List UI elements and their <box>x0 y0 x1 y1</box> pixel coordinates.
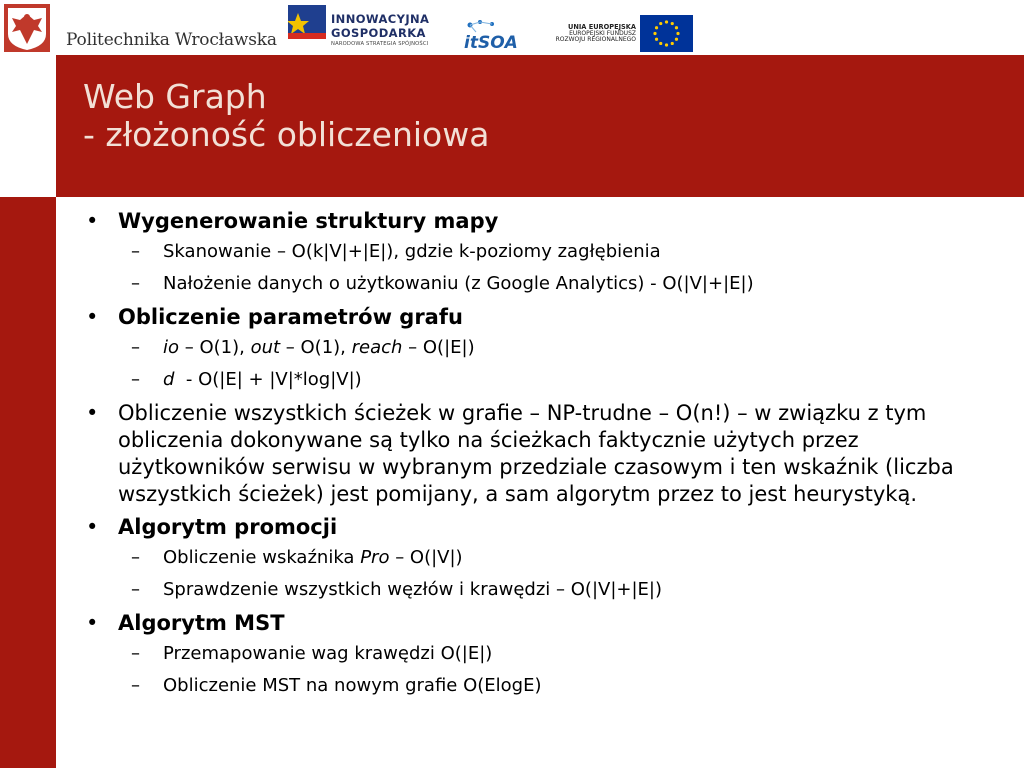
sub-bullet-dash: – <box>131 337 140 358</box>
innovation-star-logo-icon <box>288 5 326 51</box>
sub-bullet-dash: – <box>131 579 140 600</box>
sub-bullet-pro-indicator <box>0 546 1024 570</box>
eu-star-icon <box>676 32 679 35</box>
eu-flag-icon <box>640 15 693 52</box>
sub-bullet-text: Sprawdzenie wszystkich węzłów i krawędzi – O(|V|+|E|) <box>163 579 662 600</box>
sub-bullet-dash: – <box>131 643 140 664</box>
pro-complexity: – O(|V|) <box>389 547 463 568</box>
io-complexity: – O(1), <box>179 337 251 358</box>
slide-title <box>83 78 489 154</box>
term-pro: Pro <box>360 547 390 568</box>
bullet-dot: • <box>86 515 99 539</box>
sub-bullet-text <box>163 368 1024 392</box>
sub-bullet-check-nodes-edges <box>0 578 1024 602</box>
eu-star-icon <box>665 20 668 23</box>
innovation-logo-line2: GOSPODARKA <box>331 25 426 40</box>
bullet-dot: • <box>86 401 99 425</box>
sub-bullet-usage-data <box>0 272 1024 296</box>
bullet-mst-algorithm <box>0 610 1024 637</box>
sub-bullet-dash: – <box>131 675 140 696</box>
itsoa-logo-icon <box>462 18 538 52</box>
sub-bullet-text <box>163 336 1024 360</box>
innovation-logo-text <box>331 14 451 47</box>
eu-star-icon <box>655 38 658 41</box>
eu-star-icon <box>659 22 662 25</box>
eu-star-icon <box>659 42 662 45</box>
sub-bullet-io-out-reach <box>0 336 1024 360</box>
eu-star-icon <box>653 32 656 35</box>
eu-star-icon <box>675 38 678 41</box>
eu-star-icon <box>671 22 674 25</box>
bullet-text: Wygenerowanie struktury mapy <box>118 209 499 233</box>
sub-bullet-d <box>0 368 1024 392</box>
bullet-dot: • <box>86 305 99 329</box>
slide-title-line1: Web Graph <box>83 77 267 116</box>
innovation-logo-line3: NARODOWA STRATEGIA SPÓJNOŚCI <box>331 41 429 47</box>
sub-bullet-dash: – <box>131 547 140 568</box>
sub-bullet-text <box>163 546 1024 570</box>
eu-text-line3: ROZWOJU REGIONALNEGO <box>555 36 636 44</box>
d-complexity: - O(|E| + |V|*log|V|) <box>174 369 362 390</box>
bullet-all-paths <box>0 400 1024 508</box>
term-reach: reach <box>351 337 403 358</box>
bullet-text: Algorytm MST <box>118 611 285 635</box>
eu-text-line1: UNIA EUROPEJSKA <box>567 23 636 31</box>
sub-bullet-text: Skanowanie – O(k|V|+|E|), gdzie k-poziomy zagłębienia <box>163 241 661 262</box>
eu-star-icon <box>671 42 674 45</box>
term-out: out <box>250 337 281 358</box>
out-complexity: – O(1), <box>280 337 352 358</box>
sub-bullet-dash: – <box>131 241 140 262</box>
bullet-graph-parameters <box>0 304 1024 331</box>
pro-prefix: Obliczenie wskaźnika <box>163 547 361 568</box>
innovation-logo-line1: INNOWACYJNA <box>331 12 430 26</box>
bullet-dot: • <box>86 611 99 635</box>
bullet-promotion-algorithm <box>0 514 1024 541</box>
sub-bullet-compute-mst <box>0 674 1024 698</box>
term-d: d <box>163 369 175 390</box>
term-io: io <box>163 337 180 358</box>
sub-bullet-scanning <box>0 240 1024 264</box>
itsoa-logo-text: itSOA <box>464 33 518 52</box>
eu-fund-text <box>540 24 636 44</box>
slide-title-line2: - złożoność obliczeniowa <box>83 115 490 154</box>
sub-bullet-text: Przemapowanie wag krawędzi O(|E|) <box>163 643 493 664</box>
bullet-text: Algorytm promocji <box>118 515 338 539</box>
eu-star-icon <box>655 26 658 29</box>
bullet-generate-map <box>0 208 1024 235</box>
sub-bullet-text: Nałożenie danych o użytkowaniu (z Google Analytics) - O(|V|+|E|) <box>163 273 754 294</box>
university-name: Politechnika Wrocławska <box>66 30 277 50</box>
bullet-text: Obliczenie wszystkich ścieżek w grafie – NP-trudne – O(n!) – w związku z tym obliczenia dokonywane są tylko na ścieżkach faktycznie użytych przez użytkowników serwisu w wybranym przedziale czasowym i ten wskaźnik (liczba wszystkich ścieżek) jest pomijany, a sam algorytm przez to jest heurystyką. <box>118 401 954 506</box>
university-eagle-logo-icon <box>4 4 50 52</box>
sub-bullet-dash: – <box>131 369 140 390</box>
logo-header <box>0 0 1024 55</box>
slide-content <box>0 208 1024 706</box>
eu-star-icon <box>665 43 668 46</box>
bullet-text: Obliczenie parametrów grafu <box>118 305 463 329</box>
eu-star-icon <box>675 26 678 29</box>
reach-complexity: – O(|E|) <box>402 337 475 358</box>
bullet-dot: • <box>86 209 99 233</box>
eu-text-line2: EUROPEJSKI FUNDUSZ <box>569 29 636 37</box>
sub-bullet-remap-weights <box>0 642 1024 666</box>
sub-bullet-text: Obliczenie MST na nowym grafie O(ElogE) <box>163 675 542 696</box>
sub-bullet-dash: – <box>131 273 140 294</box>
